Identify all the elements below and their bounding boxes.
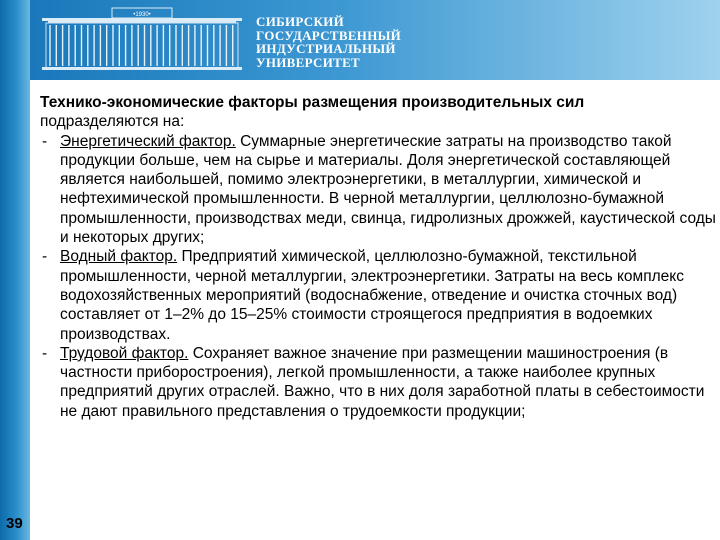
factor-title: Трудовой фактор. [60,344,189,362]
bullet-dash: - [42,132,48,150]
bullet-dash: - [42,344,48,362]
factor-title: Водный фактор. [60,248,178,266]
left-accent-bar [0,0,30,540]
emblem-year: •1930• [133,12,151,18]
university-name-line: ИНДУСТРИАЛЬНЫЙ [256,41,396,56]
factor-text: Сохраняет важное значение при размещении машиностроения (в частности приборостроения), легкой промышленности, а также наиболее крупных предприятий других отраслей. Важно, что в них доля заработной платы в себестоимости не дают правильного представления о трудоемкости продукции; [60,344,705,420]
university-building-icon [40,6,244,72]
intro-title: Технико-экономические факторы размещения производительных сил [40,94,585,111]
factor-text: Предприятий химической, целлюлозно-бумажной, текстильной промышленности, черной металлургии, электроэнергетики. Затраты на весь комплекс водохозяйственных мероприятий (водоснабжение, отведение и очистка сточных вод) составляет от 1–2% до 15–25% стоимости строящегося предприятия в водоемких производствах. [60,248,684,343]
bullet-dash: - [42,248,48,266]
factor-item-labor [40,344,716,421]
university-name-line: СИБИРСКИЙ [256,14,345,29]
university-name [256,15,401,69]
university-name-line: ГОСУДАРСТВЕННЫЙ [256,27,402,43]
intro-paragraph [40,93,716,132]
slide-content [40,93,716,421]
factor-item-water [40,247,716,343]
factor-text: Суммарные энергетические затраты на производство такой продукции больше, чем на сырье и материалы. Доля энергетической составляющей является наибольшей, помимо электроэнергетики, в металлургии, химической и нефтехимической промышленности. В черной металлургии, целлюлозно-бумажной промышленности, производствах меди, свинца, гидролизных дрожжей, каустической соды и некоторых других; [60,132,716,247]
factor-title: Энергетический фактор. [60,132,236,150]
factor-item-energy [40,132,716,248]
page-number: 39 [6,515,23,532]
header-banner [30,0,720,80]
intro-text: подразделяются на: [40,113,185,131]
university-name-line: УНИВЕРСИТЕТ [256,54,361,70]
